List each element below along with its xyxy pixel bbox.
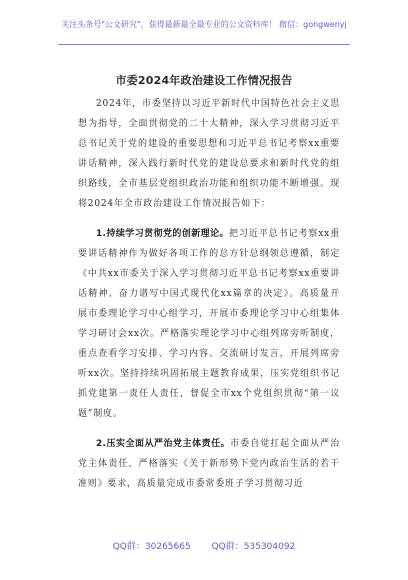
section-body-1: 把习近平总书记考察xx重要讲话精神作为做好各项工作的总方针总纲领总遵循，制定《中共xx市委关于深入学习贯彻习近平总书记考察xx重要讲话精神、奋力谱写中国式现代化xx篇章的决定》。高质量开展市委理论学习中心组学习，开展市委理论学习中心组集体学习研讨会xx次。严格落实理论学习中心组列席旁听制度，重点查看学习安排、学习内容、交流研讨发言，开展列席旁听xx次。坚持持续巩固拓展主题教育成果，压实党组织书记抓党建第一责任人责任，督促全市xx个党组织贯彻“第一议题”制度。 — [78, 229, 340, 419]
footer — [0, 539, 408, 552]
page-title: 市委2024年政治建设工作情况报告 — [115, 74, 293, 87]
qq-group-2: QQ群：535304092 — [211, 542, 296, 552]
banner-divider — [58, 44, 350, 45]
top-banner: 关注头条号"公文研究"，获得最新最全最专业的公文资料库！ 微信：gongwenyj — [61, 20, 347, 29]
section-heading-2: 2.压实全面从严治党主体责任。 — [96, 439, 231, 449]
intro-paragraph: 2024年，市委坚持以习近平新时代中国特色社会主义思想为指导，全面贯彻党的二十大精神，深入学习贯彻习近平总书记关于党的建设的重要思想和习近平总书记考察xx重要讲话精神，深入践行新时代党的建设总要求和新时代党的组织路线，全市基层党组织政治功能和组织功能不断增强。现将2024年全市政治建设工作情况报告如下： — [78, 99, 340, 209]
document-body — [78, 94, 340, 494]
qq-group-1: QQ群：30265665 — [112, 542, 191, 552]
section-body-2: 市委自觉扛起全面从严治党主体责任，严格落实《关于新形势下党内政治生活的若干准则》要求，高质量完成市委常委班子学习贯彻习近 — [78, 439, 340, 489]
section-paragraph-2 — [78, 434, 340, 494]
section-paragraph-1 — [78, 224, 340, 424]
section-heading-1: 1.持续学习贯彻党的创新理论。 — [96, 229, 229, 239]
